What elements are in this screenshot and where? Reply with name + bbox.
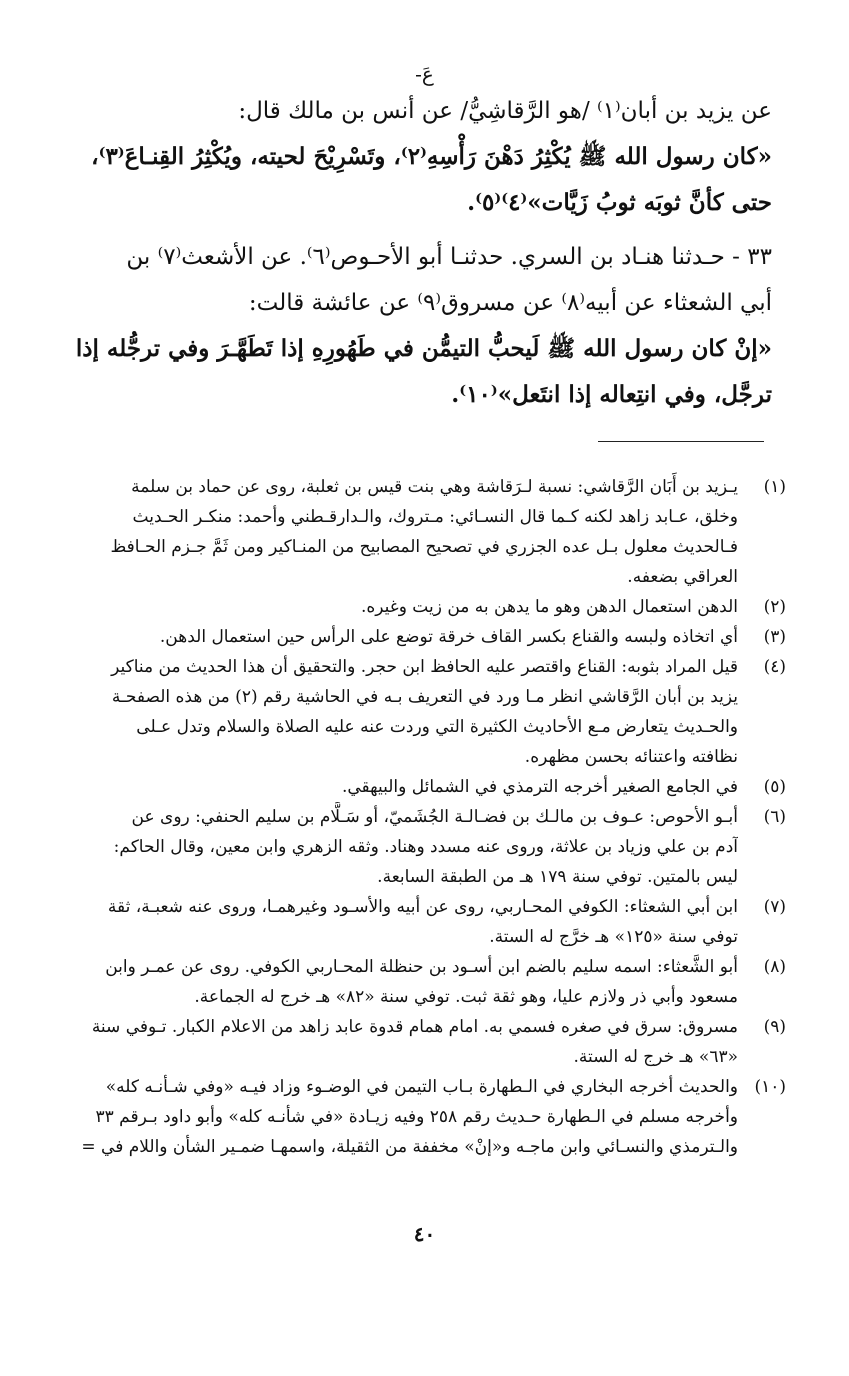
footnote-line: وأخرجه مسلم في الـطهارة حـديث رقم ٢٥٨ وفيه زيـادة «في شأنـه كله» وأبو داود بـرقم ٣٣ xyxy=(95,1107,738,1127)
footnote-line: مسعود وأبي ذر ولازم عليا، وهو ثقة ثبت. توفي سنة «٨٢» هـ خرج له الجماعة. xyxy=(194,987,738,1007)
footnote xyxy=(70,592,786,622)
footnote-line: أبو الشَّعثاء: اسمه سليم بالضم ابن أسـود بن حنظلة المحـاربي الكوفي. روى عن عمـر وابن xyxy=(105,957,738,977)
text-line: حتى كأنَّ ثوبَه ثوبُ زَيَّات»⁽٤⁾⁽٥⁾. xyxy=(467,189,772,216)
footnote-line: ليس بالمتين. توفي سنة ١٧٩ هـ من الطبقة السابعة. xyxy=(377,867,738,887)
footnote-text xyxy=(70,622,738,652)
footnote-text xyxy=(70,802,738,892)
text-line: ترجَّل، وفي انتِعاله إذا انتَعل»⁽١٠⁾. xyxy=(451,381,772,408)
footnote-line: يـزيد بن أَبَان الرَّقاشي: نسبة لـرَقاشة وهي بنت قيس بن ثعلبة، روى عن حماد بن سلمة xyxy=(131,477,738,497)
page-number: ٤٠ xyxy=(413,1222,436,1246)
text-line: عن يزيد بن أبان⁽١⁾ /هو الرَّقاشِيُّ/ عن أنس بن مالك قال: xyxy=(238,98,772,124)
main-text xyxy=(58,88,772,418)
footnote-line: أبـو الأحوص: عـوف بن مالـك بن فضـالـة الجُشَميّ، أو سَـلَّام بن سليم الحنفي: روى عن xyxy=(131,807,738,827)
footnote xyxy=(70,1072,786,1162)
footnote-text xyxy=(70,1072,738,1162)
footnote-number: (٩) xyxy=(763,1017,786,1037)
footnote xyxy=(70,952,786,1012)
paragraph-gap xyxy=(58,226,772,234)
footnote-text xyxy=(70,952,738,1012)
footnote-line: العراقي بضعفه. xyxy=(627,567,738,587)
footnote-line: وخلق، عـابد زاهد لكنه كـما قال النسـائي: مـتروك، والـدارقـطني وأحمد: منكـر الحـديث xyxy=(132,507,738,527)
footnote xyxy=(70,802,786,892)
footnote-line: الدهن استعمال الدهن وهو ما يدهن به من زيت وغيره. xyxy=(360,597,738,617)
footnote-line: والحـديث يتعارض مـع الأحاديث الكثيرة التي وردت عنه عليه الصلاة والسلام وتدل عـلى xyxy=(136,717,738,737)
footnote-line: قيل المراد بثوبه: القناع واقتصر عليه الحافظ ابن حجر. والتحقيق أن هذا الحديث من مناكير xyxy=(111,657,738,677)
footnote-text xyxy=(70,772,738,802)
footnote-text xyxy=(70,472,738,592)
footnote-line: مسروق: سرق في صغره فسمي به. امام همام قدوة عابد زاهد من الاعلام الكبار. تـوفي سنة xyxy=(91,1017,738,1037)
footnote-number: (٢) xyxy=(763,597,786,617)
text-line: ٣٣ - حـدثنا هنـاد بن السري. حدثنـا أبو الأحـوص⁽٦⁾. عن الأشعث⁽٧⁾ بن xyxy=(126,244,772,270)
footnote-line: «٦٣» هـ خرج له الستة. xyxy=(573,1047,738,1067)
footnote-line: آدم بن علي وزياد بن علاثة، وروى عنه مسدد وهناد. وثقه الزهري وابن معين، وقال الحاكم: xyxy=(113,837,738,857)
footnote-number: (٧) xyxy=(763,897,786,917)
footnote-text xyxy=(70,592,738,622)
footnote-text xyxy=(70,1012,738,1072)
footnote xyxy=(70,1012,786,1072)
footnote-separator xyxy=(598,441,764,442)
footnote-number: (٣) xyxy=(763,627,786,647)
text-line: أبي الشعثاء عن أبيه⁽٨⁾ عن مسروق⁽٩⁾ عن عائشة قالت: xyxy=(248,290,772,316)
footnote-number: (١) xyxy=(763,477,786,497)
footnote-line: فـالحديث معلول بـل عده الجزري في تصحيح المصابيح من المنـاكير ومن ثَمَّ جـزم الحـافظ xyxy=(110,537,738,557)
footnote-line: والـترمذي والنسـائي وابن ماجـه و«إنْ» مخففة من الثقيلة، واسمهـا ضمـير الشأن واللام في = xyxy=(81,1137,738,1157)
footnote-line: أي اتخاذه ولبسه والقناع بكسر القاف خرقة توضع على الرأس حين استعمال الدهن. xyxy=(159,627,738,647)
text-line: «إنْ كان رسول الله ﷺ لَيحبُّ التيمُّن في طَهُورِهِ إذا تَطَهَّـرَ وفي ترجُّله إذا xyxy=(75,335,772,362)
footnote-number: (٥) xyxy=(763,777,786,797)
footnote xyxy=(70,622,786,652)
footnote xyxy=(70,652,786,772)
footnote-text xyxy=(70,892,738,952)
text-line: «كان رسول الله ﷺ يُكْثِرُ دَهْنَ رَأْسِهِ⁽٢⁾، وتَسْرِيْحَ لحيته، ويُكْثِرُ القِنـاعَ⁽٣⁾، xyxy=(91,143,772,170)
footnote-line: ابن أبي الشعثاء: الكوفي المحـاربي، روى عن أبيه والأسـود وغيرهمـا، وروى عنه شعبـة، ثقة xyxy=(107,897,738,917)
footnote xyxy=(70,892,786,952)
footnote-line: يزيد بن أبان الرَّقاشي انظر مـا ورد في التعريف بـه في الحاشية رقم (٢) من هذه الصفحـة xyxy=(111,687,738,707)
footnotes xyxy=(70,472,786,1162)
footnote-line: نظافته واعتنائه بحسن مظهره. xyxy=(524,747,738,767)
header-mark: عَ- xyxy=(415,62,434,86)
footnote-line: والحديث أخرجه البخاري في الـطهارة بـاب التيمن في الوضـوء وزاد فيـه «وفي شـأنـه كله» xyxy=(105,1077,738,1097)
footnote xyxy=(70,772,786,802)
footnote-number: (٨) xyxy=(763,957,786,977)
footnote-line: توفي سنة «١٢٥» هـ خرَّج له الستة. xyxy=(489,927,738,947)
footnote xyxy=(70,472,786,592)
footnote-number: (١٠) xyxy=(754,1077,786,1097)
footnote-number: (٤) xyxy=(763,657,786,677)
footnote-line: في الجامع الصغير أخرجه الترمذي في الشمائل والبيهقي. xyxy=(341,777,738,797)
footnote-text xyxy=(70,652,738,772)
footnote-number: (٦) xyxy=(763,807,786,827)
